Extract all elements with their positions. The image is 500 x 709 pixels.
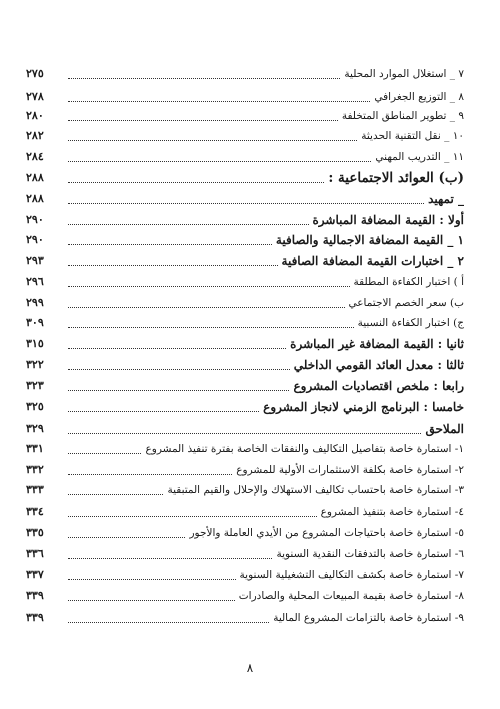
toc-entry-title: ٩- استمارة خاصة بالتزامات المشروع المالية: [273, 612, 464, 624]
toc-entry: [26, 584, 464, 604]
toc-entry: [26, 478, 464, 498]
toc-entry-title: ٤- استمارة خاصة بتنفيذ المشروع: [320, 506, 464, 518]
toc-entry-page: ٣٣٩: [26, 611, 44, 624]
toc-entry: [26, 500, 464, 520]
toc-entry: [26, 187, 464, 207]
toc-entry-title: ٩ _ تطوير المناطق المتخلفة: [341, 110, 464, 122]
toc-entry-title: أولا : القيمة المضافة المباشرة: [312, 213, 464, 227]
dot-leader: [68, 161, 371, 162]
toc-entry: [26, 417, 464, 437]
dot-leader: [68, 453, 141, 454]
toc-entry-title: ١٠ _ نقل التقنية الحديثة: [361, 130, 464, 142]
toc-entry: [26, 606, 464, 626]
toc-entry-title: ٢ _ اختبارات القيمة المضافة الصافية: [281, 254, 464, 268]
dot-leader: [68, 224, 309, 225]
toc-entry-title: ١١ _ التدريب المهني: [375, 151, 464, 163]
dot-leader: [68, 307, 345, 308]
dot-leader: [68, 203, 424, 204]
dot-leader: [68, 182, 324, 183]
toc-entry-page: ٢٩٣: [26, 254, 44, 267]
toc-entry-page: ٢٩٩: [26, 296, 44, 309]
dot-leader: [68, 286, 350, 287]
dot-leader: [68, 558, 272, 559]
dot-leader: [68, 140, 357, 141]
dot-leader: [68, 600, 235, 601]
dot-leader: [68, 516, 317, 517]
toc-entry-page: ٣٢٢: [26, 358, 44, 371]
toc-entry-title: ب) سعر الخصم الاجتماعي: [348, 297, 464, 309]
toc-entry: [26, 85, 464, 105]
toc-entry-page: ٣٢٣: [26, 379, 44, 392]
toc-entry-page: ٢٨٨: [26, 171, 44, 184]
toc-entry-title: ثالثا : معدل العائد القومي الداخلي: [293, 358, 464, 372]
toc-entry-page: ٢٨٠: [26, 109, 44, 122]
dot-leader: [68, 78, 340, 79]
toc-entry-title: ١ _ القيمة المضافة الاجمالية والصافية: [275, 233, 464, 247]
toc-entry: [26, 62, 464, 82]
toc-entry: [26, 104, 464, 124]
toc-entry-title: ٨- استمارة خاصة بقيمة المبيعات المحلية والصادرات: [238, 590, 464, 602]
toc-entry: [26, 332, 464, 352]
dot-leader: [68, 327, 354, 328]
toc-entry-title: ٧ _ استغلال الموارد المحلية: [344, 68, 464, 80]
toc-entry: [26, 228, 464, 248]
toc-entry-page: ٢٧٨: [26, 90, 44, 103]
toc-entry: [26, 563, 464, 583]
dot-leader: [68, 579, 236, 580]
toc-entry: [26, 458, 464, 478]
toc-entry: [26, 521, 464, 541]
toc-entry: [26, 437, 464, 457]
toc-entry-title: ٧- استمارة خاصة بكشف التكاليف التشغيلية السنوية: [239, 569, 464, 581]
dot-leader: [68, 244, 272, 245]
toc-entry: [26, 311, 464, 331]
dot-leader: [68, 390, 289, 391]
dot-leader: [68, 622, 269, 623]
toc-entry-page: ٢٩٦: [26, 275, 44, 288]
toc-entry: [26, 353, 464, 373]
toc-entry-page: ٣٣٩: [26, 589, 44, 602]
dot-leader: [68, 537, 185, 538]
toc-entry-page: ٣٢٩: [26, 422, 44, 435]
toc-entry-page: ٣٣٦: [26, 547, 44, 560]
toc-entry-page: ٣١٥: [26, 337, 44, 350]
toc-entry-page: ٣٣٣: [26, 483, 44, 496]
toc-entry-title: ٣- استمارة خاصة باحتساب تكاليف الاستهلاك والإحلال والقيم المتبقية: [167, 484, 464, 496]
toc-entry: [26, 542, 464, 562]
dot-leader: [68, 433, 421, 434]
toc-entry-page: ٣٠٩: [26, 316, 44, 329]
dot-leader: [68, 411, 259, 412]
toc-entry-title: ٦- استمارة خاصة بالتدفقات النقدية السنوية: [276, 548, 464, 560]
toc-entry-page: ٢٧٥: [26, 67, 44, 80]
dot-leader: [68, 474, 232, 475]
toc-entry-title: ج) اختبار الكفاءة النسبية: [357, 317, 464, 329]
toc-entry-title: _ تمهيد: [428, 192, 464, 206]
toc-entry: [26, 124, 464, 144]
toc-entry: [26, 374, 464, 394]
toc-entry-page: ٢٨٤: [26, 150, 44, 163]
dot-leader: [68, 494, 163, 495]
toc-entry-title: رابعا : ملخص اقتصاديات المشروع: [293, 379, 464, 393]
toc-entry: [26, 395, 464, 415]
toc-entry-page: ٢٩٠: [26, 233, 44, 246]
dot-leader: [68, 369, 290, 370]
toc-entry-page: ٣٣٢: [26, 463, 44, 476]
toc-entry-title: الملاحق: [425, 422, 464, 436]
toc-entry: [26, 166, 464, 186]
toc-entry-title: أ ) اختبار الكفاءة المطلقة: [353, 276, 464, 288]
toc-entry-title: ١- استمارة خاصة بتفاصيل التكاليف والنفقات الخاصة بفترة تنفيذ المشروع: [145, 443, 464, 455]
dot-leader: [68, 120, 338, 121]
toc-entry-page: ٣٣٥: [26, 526, 44, 539]
toc-entry-title: ٨ _ التوزيع الجغرافي: [374, 91, 464, 103]
toc-entry-title: ٥- استمارة خاصة باحتياجات المشروع من الأيدي العاملة والأجور: [189, 527, 464, 539]
toc-entry-page: ٢٨٨: [26, 192, 44, 205]
toc-entry-page: ٣٣٤: [26, 505, 44, 518]
dot-leader: [68, 348, 286, 349]
page-number: ٨: [246, 661, 254, 675]
dot-leader: [68, 101, 370, 102]
dot-leader: [68, 265, 278, 266]
toc-entry-title: ثانيا : القيمة المضافة غير المباشرة: [290, 337, 464, 351]
toc-entry-page: ٣٢٥: [26, 400, 44, 413]
toc-entry-page: ٢٩٠: [26, 213, 44, 226]
toc-entry: [26, 249, 464, 269]
toc-entry: [26, 291, 464, 311]
toc-entry-page: ٢٨٢: [26, 129, 44, 142]
toc-entry-title: خامسا : البرنامج الزمني لانجاز المشروع: [263, 400, 464, 414]
toc-entry-page: ٣٣١: [26, 442, 44, 455]
toc-entry-title: (ب) العوائد الاجتماعية :: [328, 170, 464, 186]
toc-entry: [26, 270, 464, 290]
toc-entry: [26, 145, 464, 165]
toc-entry-title: ٢- استمارة خاصة بكلفة الاستثمارات الأولية للمشروع: [236, 464, 464, 476]
toc-entry: [26, 208, 464, 228]
toc-entry-page: ٣٣٧: [26, 568, 44, 581]
